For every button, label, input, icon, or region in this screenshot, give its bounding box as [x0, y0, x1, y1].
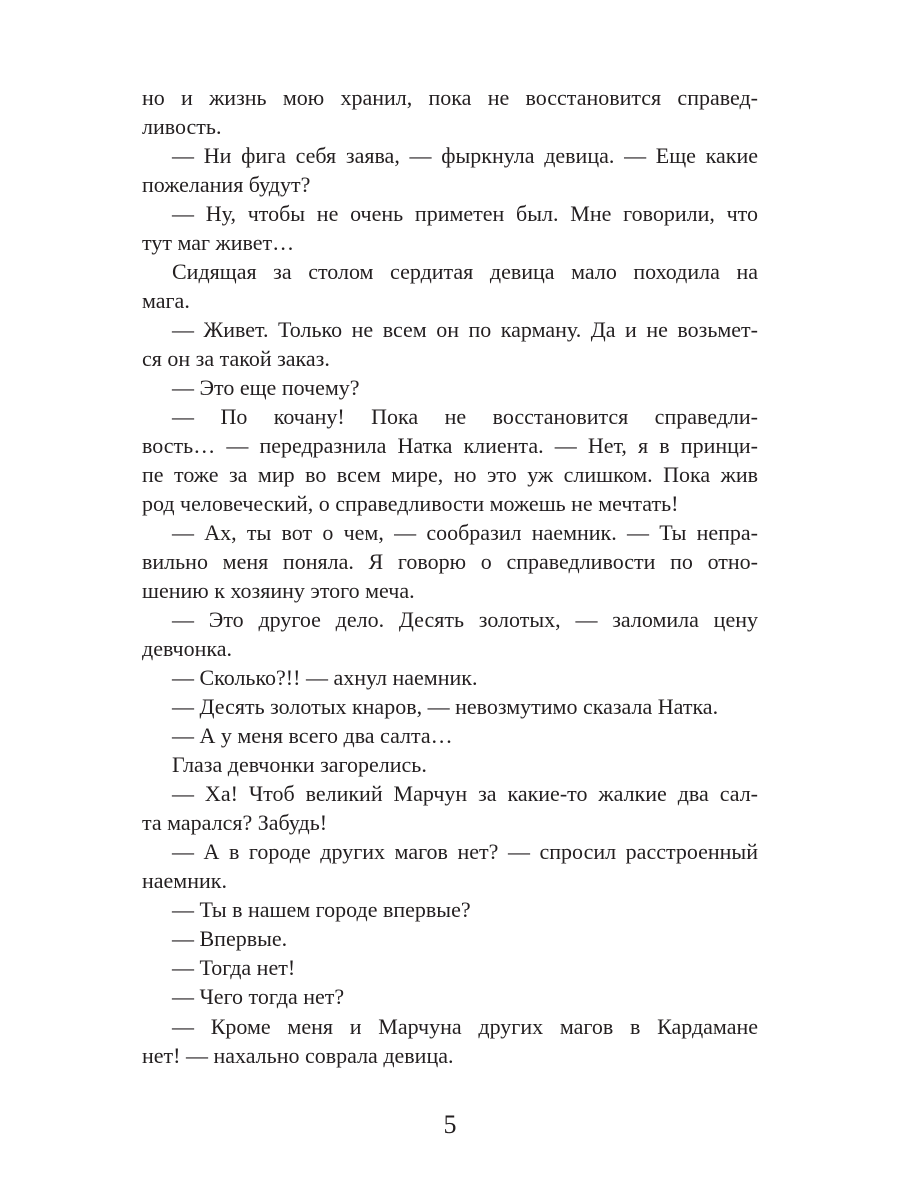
text-line: — Чего тогда нет?: [172, 984, 345, 1010]
text-line: ся он за такой заказ.: [142, 346, 330, 372]
text-line: вильно меня поняла. Я говорю о справедливости по отно-: [142, 549, 758, 575]
text-line: — Впервые.: [172, 926, 288, 952]
text-line: нет! — нахально соврала девица.: [142, 1042, 454, 1068]
text-line: — Сколько?!! — ахнул наемник.: [172, 665, 478, 691]
text-line: ливость.: [142, 114, 222, 140]
text-line: — А у меня всего два салта…: [172, 723, 453, 749]
text-line: мага.: [142, 288, 190, 314]
page-body-text: [142, 83, 758, 1070]
text-line: Сидящая за столом сердитая девица мало походила на: [172, 259, 758, 285]
text-line: — По кочану! Пока не восстановится справедли-: [172, 404, 758, 430]
text-line: вость… — передразнила Натка клиента. — Нет, я в принци-: [142, 433, 758, 459]
text-line: но и жизнь мою хранил, пока не восстановится справед-: [142, 85, 758, 110]
text-line: — Живет. Только не всем он по карману. Да и не возьмет-: [172, 317, 758, 343]
text-line: — А в городе других магов нет? — спросил расстроенный: [172, 839, 758, 865]
text-line: — Ах, ты вот о чем, — сообразил наемник. — Ты непра-: [172, 520, 758, 546]
text-line: — Десять золотых кнаров, — невозмутимо сказала Натка.: [172, 694, 719, 720]
text-line: — Это другое дело. Десять золотых, — заломила цену: [172, 607, 758, 633]
text-line: пе тоже за мир во всем мире, но это уж слишком. Пока жив: [142, 462, 758, 488]
page-number: 5: [443, 1110, 457, 1139]
text-line: Глаза девчонки загорелись.: [172, 752, 427, 778]
text-line: пожелания будут?: [142, 172, 311, 198]
text-line: — Ха! Чтоб великий Марчун за какие-то жалкие два сал-: [172, 781, 758, 807]
text-line: — Тогда нет!: [172, 955, 296, 981]
text-line: — Ну, чтобы не очень приметен был. Мне говорили, что: [172, 201, 758, 227]
text-line: — Кроме меня и Марчуна других магов в Кардамане: [172, 1013, 758, 1039]
text-line: — Это еще почему?: [172, 375, 360, 401]
text-line: тут маг живет…: [142, 230, 295, 256]
text-line: род человеческий, о справедливости можешь не мечтать!: [142, 491, 679, 517]
text-line: девчонка.: [142, 636, 232, 662]
text-line: та марался? Забудь!: [142, 810, 328, 836]
text-line: наемник.: [142, 868, 227, 894]
text-line: шению к хозяину этого меча.: [142, 578, 415, 604]
text-line: — Ни фига себя заява, — фыркнула девица. — Еще какие: [172, 143, 758, 169]
text-line: — Ты в нашем городе впервые?: [172, 897, 471, 923]
